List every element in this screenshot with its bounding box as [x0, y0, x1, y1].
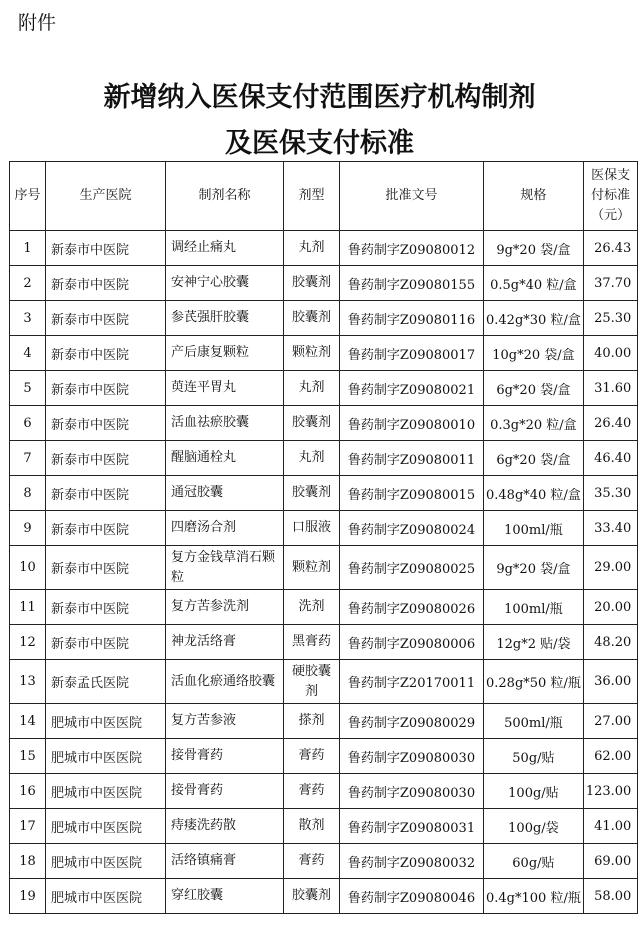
cell-spec: 6g*20 袋/盒 [484, 441, 584, 476]
cell-name: 调经止痛丸 [166, 231, 284, 266]
header-no: 序号 [10, 162, 46, 231]
cell-form: 洗剂 [284, 590, 340, 625]
header-hospital: 生产医院 [46, 162, 166, 231]
cell-name: 穿红胶囊 [166, 879, 284, 914]
cell-form: 丸剂 [284, 371, 340, 406]
cell-spec: 100g/袋 [484, 809, 584, 844]
cell-name: 复方金钱草消石颗粒 [166, 546, 284, 590]
cell-approval: 鲁药制字Z09080046 [340, 879, 484, 914]
cell-form: 胶囊剂 [284, 476, 340, 511]
cell-no: 18 [10, 844, 46, 879]
table-row [10, 301, 638, 336]
cell-name: 产后康复颗粒 [166, 336, 284, 371]
header-approval: 批准文号 [340, 162, 484, 231]
cell-hospital: 新泰市中医院 [46, 301, 166, 336]
header-price: 医保支付标准（元） [583, 162, 638, 231]
cell-no: 19 [10, 879, 46, 914]
cell-price: 31.60 [583, 371, 638, 406]
cell-hospital: 肥城市中医医院 [46, 844, 166, 879]
cell-name: 接骨膏药 [166, 774, 284, 809]
cell-price: 26.43 [583, 231, 638, 266]
cell-no: 14 [10, 704, 46, 739]
cell-form: 硬胶囊剂 [284, 660, 340, 704]
table-row [10, 476, 638, 511]
table-row [10, 625, 638, 660]
cell-form: 颗粒剂 [284, 336, 340, 371]
cell-approval: 鲁药制字Z09080031 [340, 809, 484, 844]
document-title-line-2: 及医保支付标准 [225, 128, 414, 159]
cell-no: 2 [10, 266, 46, 301]
cell-approval: 鲁药制字Z09080015 [340, 476, 484, 511]
cell-name: 安神宁心胶囊 [166, 266, 284, 301]
cell-price: 26.40 [583, 406, 638, 441]
header-name: 制剂名称 [166, 162, 284, 231]
cell-no: 9 [10, 511, 46, 546]
cell-approval: 鲁药制字Z09080116 [340, 301, 484, 336]
cell-hospital: 肥城市中医医院 [46, 879, 166, 914]
cell-approval: 鲁药制字Z09080026 [340, 590, 484, 625]
cell-no: 7 [10, 441, 46, 476]
cell-hospital: 肥城市中医医院 [46, 739, 166, 774]
cell-approval: 鲁药制字Z09080006 [340, 625, 484, 660]
cell-spec: 0.48g*40 粒/盒 [484, 476, 584, 511]
cell-spec: 9g*20 袋/盒 [484, 231, 584, 266]
cell-form: 黑膏药 [284, 625, 340, 660]
table-row [10, 336, 638, 371]
cell-no: 5 [10, 371, 46, 406]
header-form: 剂型 [284, 162, 340, 231]
cell-hospital: 新泰孟氏医院 [46, 660, 166, 704]
cell-form: 膏药 [284, 739, 340, 774]
cell-hospital: 新泰市中医院 [46, 266, 166, 301]
table-row [10, 511, 638, 546]
cell-name: 接骨膏药 [166, 739, 284, 774]
cell-name: 参芪强肝胶囊 [166, 301, 284, 336]
cell-price: 36.00 [583, 660, 638, 704]
cell-hospital: 肥城市中医医院 [46, 704, 166, 739]
table-row [10, 590, 638, 625]
cell-approval: 鲁药制字Z09080025 [340, 546, 484, 590]
cell-name: 活血祛瘀胶囊 [166, 406, 284, 441]
cell-price: 29.00 [583, 546, 638, 590]
cell-hospital: 新泰市中医院 [46, 590, 166, 625]
cell-spec: 12g*2 贴/袋 [484, 625, 584, 660]
cell-no: 12 [10, 625, 46, 660]
cell-name: 醒脑通栓丸 [166, 441, 284, 476]
cell-approval: 鲁药制字Z09080011 [340, 441, 484, 476]
cell-form: 膏药 [284, 844, 340, 879]
cell-spec: 0.28g*50 粒/瓶 [484, 660, 584, 704]
cell-spec: 10g*20 袋/盒 [484, 336, 584, 371]
cell-no: 17 [10, 809, 46, 844]
cell-name: 萸连平胃丸 [166, 371, 284, 406]
cell-hospital: 新泰市中医院 [46, 511, 166, 546]
cell-hospital: 新泰市中医院 [46, 546, 166, 590]
cell-form: 搽剂 [284, 704, 340, 739]
cell-price: 69.00 [583, 844, 638, 879]
cell-no: 16 [10, 774, 46, 809]
cell-price: 40.00 [583, 336, 638, 371]
cell-form: 颗粒剂 [284, 546, 340, 590]
cell-no: 3 [10, 301, 46, 336]
cell-no: 4 [10, 336, 46, 371]
cell-approval: 鲁药制字Z09080155 [340, 266, 484, 301]
cell-hospital: 肥城市中医医院 [46, 774, 166, 809]
cell-name: 活血化瘀通络胶囊 [166, 660, 284, 704]
cell-name: 复方苦参洗剂 [166, 590, 284, 625]
table-row [10, 266, 638, 301]
cell-no: 6 [10, 406, 46, 441]
table-row [10, 231, 638, 266]
cell-no: 11 [10, 590, 46, 625]
cell-price: 33.40 [583, 511, 638, 546]
cell-price: 25.30 [583, 301, 638, 336]
document-title-line-1: 新增纳入医保支付范围医疗机构制剂 [103, 82, 536, 113]
cell-approval: 鲁药制字Z09080017 [340, 336, 484, 371]
cell-approval: 鲁药制字Z09080030 [340, 739, 484, 774]
cell-no: 10 [10, 546, 46, 590]
annex-label: 附件 [18, 12, 57, 34]
cell-name: 复方苦参液 [166, 704, 284, 739]
cell-form: 胶囊剂 [284, 879, 340, 914]
cell-hospital: 新泰市中医院 [46, 371, 166, 406]
cell-approval: 鲁药制字Z09080029 [340, 704, 484, 739]
cell-form: 丸剂 [284, 231, 340, 266]
cell-approval: 鲁药制字Z09080030 [340, 774, 484, 809]
cell-approval: 鲁药制字Z09080024 [340, 511, 484, 546]
cell-price: 46.40 [583, 441, 638, 476]
cell-no: 1 [10, 231, 46, 266]
table-row [10, 546, 638, 590]
cell-approval: 鲁药制字Z20170011 [340, 660, 484, 704]
cell-price: 27.00 [583, 704, 638, 739]
cell-approval: 鲁药制字Z09080032 [340, 844, 484, 879]
table-row [10, 774, 638, 809]
cell-form: 膏药 [284, 774, 340, 809]
cell-name: 神龙活络膏 [166, 625, 284, 660]
cell-form: 口服液 [284, 511, 340, 546]
cell-hospital: 新泰市中医院 [46, 231, 166, 266]
cell-hospital: 新泰市中医院 [46, 336, 166, 371]
cell-spec: 60g/贴 [484, 844, 584, 879]
table-header-row [10, 162, 638, 231]
cell-price: 37.70 [583, 266, 638, 301]
cell-price: 20.00 [583, 590, 638, 625]
cell-name: 痔瘘洗药散 [166, 809, 284, 844]
cell-no: 8 [10, 476, 46, 511]
table-row [10, 844, 638, 879]
cell-spec: 100ml/瓶 [484, 590, 584, 625]
cell-price: 41.00 [583, 809, 638, 844]
cell-name: 四磨汤合剂 [166, 511, 284, 546]
cell-price: 62.00 [583, 739, 638, 774]
cell-spec: 50g/贴 [484, 739, 584, 774]
table-row [10, 809, 638, 844]
cell-spec: 0.4g*100 粒/瓶 [484, 879, 584, 914]
table-row [10, 660, 638, 704]
cell-price: 48.20 [583, 625, 638, 660]
table-row [10, 704, 638, 739]
cell-hospital: 新泰市中医院 [46, 406, 166, 441]
cell-approval: 鲁药制字Z09080021 [340, 371, 484, 406]
cell-form: 胶囊剂 [284, 301, 340, 336]
cell-form: 胶囊剂 [284, 266, 340, 301]
table-row [10, 879, 638, 914]
cell-spec: 6g*20 袋/盒 [484, 371, 584, 406]
cell-spec: 0.5g*40 粒/盒 [484, 266, 584, 301]
cell-hospital: 新泰市中医院 [46, 476, 166, 511]
cell-price: 123.00 [583, 774, 638, 809]
cell-form: 丸剂 [284, 441, 340, 476]
cell-hospital: 肥城市中医医院 [46, 809, 166, 844]
cell-price: 35.30 [583, 476, 638, 511]
table-row [10, 371, 638, 406]
header-spec: 规格 [484, 162, 584, 231]
cell-spec: 100g/贴 [484, 774, 584, 809]
cell-spec: 500ml/瓶 [484, 704, 584, 739]
cell-form: 散剂 [284, 809, 340, 844]
cell-spec: 0.42g*30 粒/盒 [484, 301, 584, 336]
table-row [10, 406, 638, 441]
cell-approval: 鲁药制字Z09080010 [340, 406, 484, 441]
cell-name: 活络镇痛膏 [166, 844, 284, 879]
cell-hospital: 新泰市中医院 [46, 441, 166, 476]
cell-spec: 100ml/瓶 [484, 511, 584, 546]
cell-name: 通冠胶囊 [166, 476, 284, 511]
cell-spec: 9g*20 袋/盒 [484, 546, 584, 590]
cell-no: 15 [10, 739, 46, 774]
cell-hospital: 新泰市中医院 [46, 625, 166, 660]
cell-price: 58.00 [583, 879, 638, 914]
table-body [10, 231, 638, 914]
drug-table [9, 161, 638, 914]
table-row [10, 739, 638, 774]
cell-form: 胶囊剂 [284, 406, 340, 441]
cell-approval: 鲁药制字Z09080012 [340, 231, 484, 266]
table-row [10, 441, 638, 476]
cell-spec: 0.3g*20 粒/盒 [484, 406, 584, 441]
cell-no: 13 [10, 660, 46, 704]
